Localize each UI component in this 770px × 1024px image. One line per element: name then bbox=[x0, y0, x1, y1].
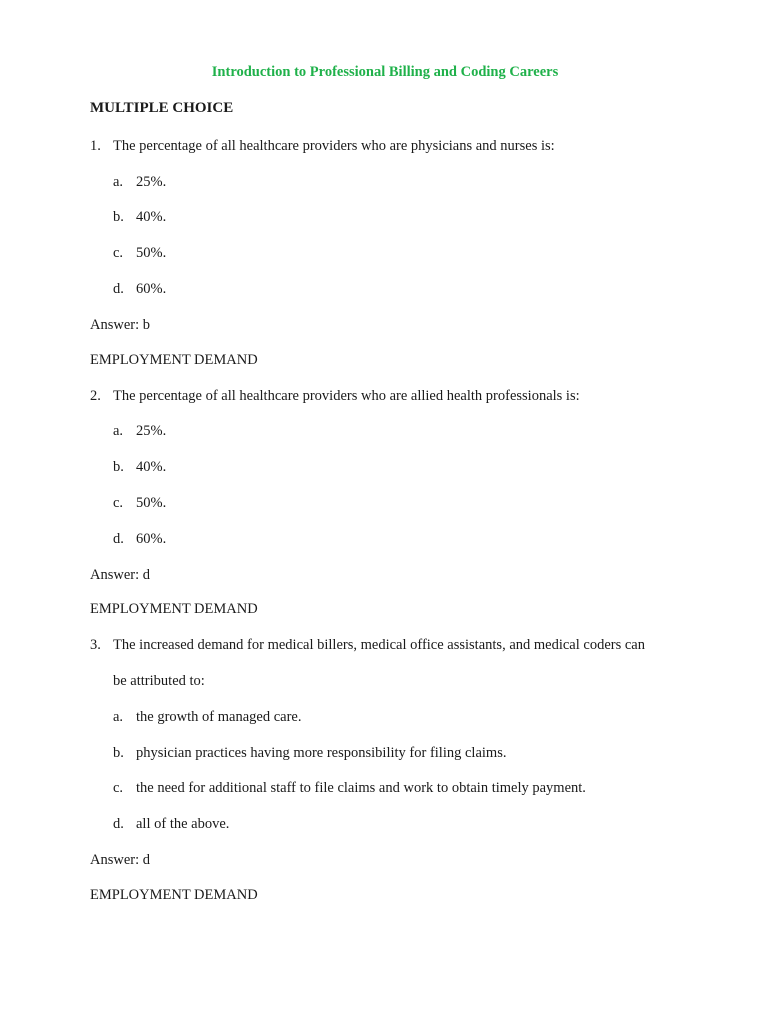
category-label: EMPLOYMENT DEMAND bbox=[90, 887, 258, 903]
answer-line: Answer: d bbox=[90, 567, 151, 583]
option-letter: a. bbox=[113, 709, 124, 725]
option-letter: c. bbox=[113, 780, 124, 796]
option-letter: c. bbox=[113, 245, 124, 261]
option-letter: d. bbox=[113, 281, 124, 297]
option-text: 60%. bbox=[136, 281, 167, 297]
option-letter: b. bbox=[113, 459, 124, 475]
option-text: all of the above. bbox=[136, 816, 230, 832]
option-letter: d. bbox=[113, 531, 124, 547]
section-heading: MULTIPLE CHOICE bbox=[90, 100, 234, 116]
option-text: 50%. bbox=[136, 245, 167, 261]
question-text: The percentage of all healthcare providers who are allied health professionals is: bbox=[113, 388, 580, 404]
question-text: The percentage of all healthcare providers who are physicians and nurses is: bbox=[113, 138, 555, 154]
option-letter: d. bbox=[113, 816, 124, 832]
question-number: 3. bbox=[90, 637, 101, 653]
option-text: 25%. bbox=[136, 174, 167, 190]
question-number: 2. bbox=[90, 388, 101, 404]
document-title: Introduction to Professional Billing and Coding Careers bbox=[211, 64, 559, 80]
question-text: The increased demand for medical billers, medical office assistants, and medical coders can bbox=[113, 637, 645, 653]
option-text: 40%. bbox=[136, 459, 167, 475]
question-text-continued: be attributed to: bbox=[113, 673, 205, 689]
answer-line: Answer: d bbox=[90, 852, 151, 868]
option-text: the growth of managed care. bbox=[136, 709, 302, 725]
option-letter: b. bbox=[113, 745, 124, 761]
answer-line: Answer: b bbox=[90, 317, 151, 333]
option-text: 60%. bbox=[136, 531, 167, 547]
question-number: 1. bbox=[90, 138, 101, 154]
option-text: physician practices having more responsibility for filing claims. bbox=[136, 745, 507, 761]
option-letter: a. bbox=[113, 423, 124, 439]
option-letter: b. bbox=[113, 209, 124, 225]
category-label: EMPLOYMENT DEMAND bbox=[90, 601, 258, 617]
category-label: EMPLOYMENT DEMAND bbox=[90, 352, 258, 368]
option-text: 25%. bbox=[136, 423, 167, 439]
option-text: the need for additional staff to file claims and work to obtain timely payment. bbox=[136, 780, 586, 796]
option-text: 40%. bbox=[136, 209, 167, 225]
option-text: 50%. bbox=[136, 495, 167, 511]
option-letter: a. bbox=[113, 174, 124, 190]
option-letter: c. bbox=[113, 495, 124, 511]
